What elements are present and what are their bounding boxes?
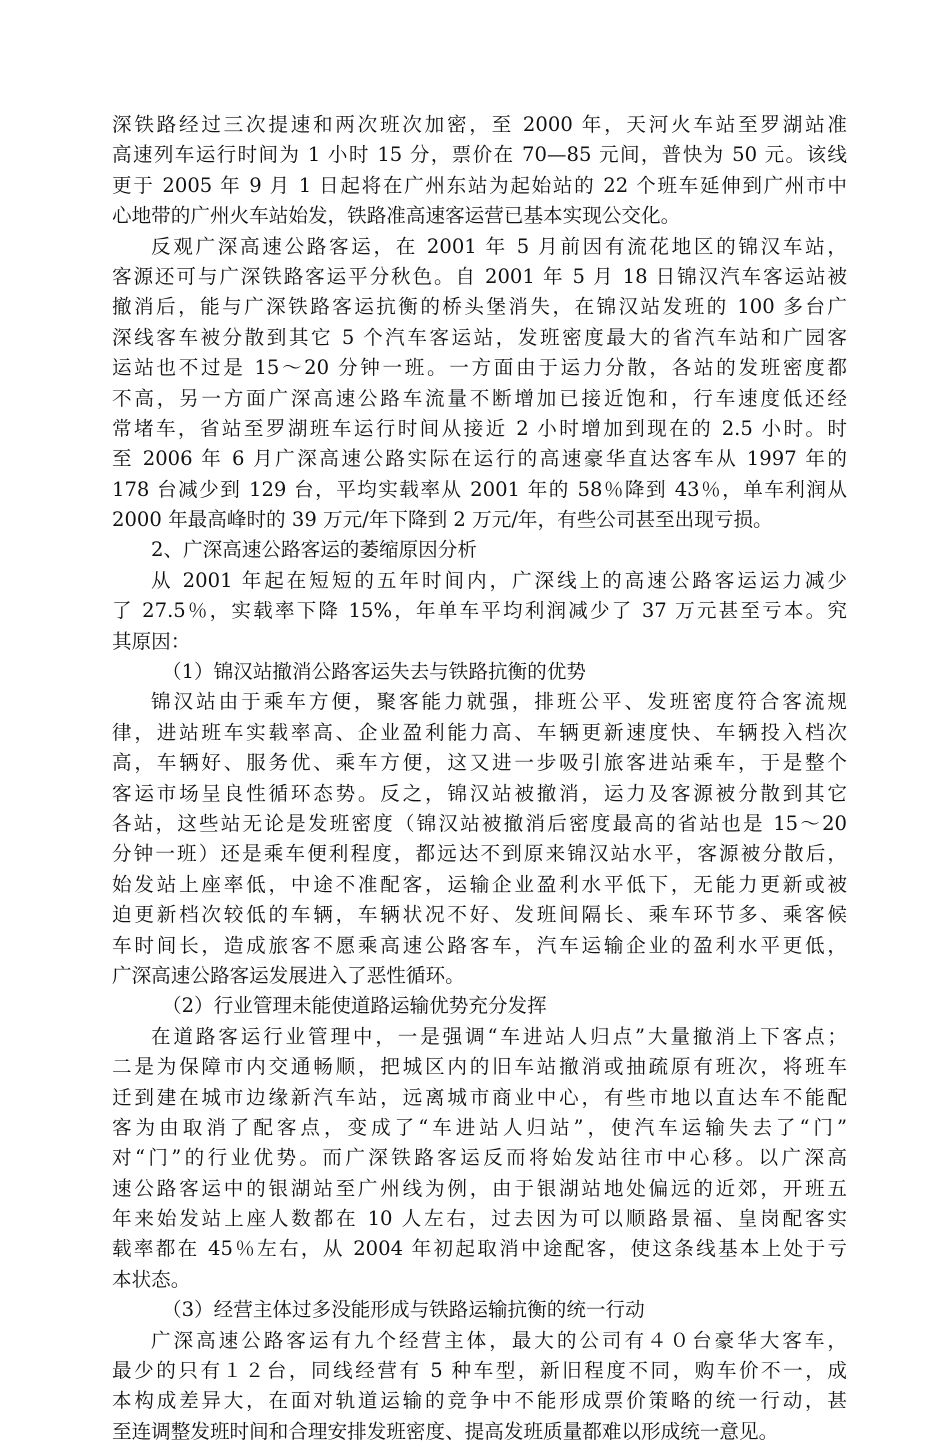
text-line: 高，车辆好、服务优、乘车方便，这又进一步吸引旅客进站乘车，于是整个 [112, 751, 847, 775]
text-line: 2000 年最高峰时的 39 万元/年下降到 2 万元/年，有些公司甚至出现亏损。 [112, 508, 773, 532]
text-line: 撤消后，能与广深铁路客运抗衡的桥头堡消失，在锦汉站发班的 100 多台广 [112, 295, 847, 319]
subsection-heading-1 [112, 657, 847, 687]
text-line: 迫更新档次较低的车辆，车辆状况不好、发班间隔长、乘车环节多、乘客候 [112, 903, 847, 927]
text-line: 最少的只有１２台，同线经营有 5 种车型，新旧程度不同，购车价不一，成 [112, 1359, 847, 1383]
text-line: 始发站上座率低，中途不准配客，运输企业盈利水平低下，无能力更新或被 [112, 872, 847, 896]
text-line: 客源还可与广深铁路客运平分秋色。自 2001 年 5 月 18 日锦汉汽车客运站被 [112, 264, 847, 288]
text-line: 速公路客运中的银湖站至广州线为例，由于银湖站地处偏远的近郊，开班五 [112, 1176, 847, 1200]
text-line: 年来始发站上座人数都在 10 人左右，过去因为可以顺路景福、皇岗配客实 [112, 1207, 847, 1231]
text-line: 锦汉站由于乘车方便，聚客能力就强，排班公平、发班密度符合客流规 [151, 690, 847, 714]
paragraph-highway-decline [112, 232, 847, 536]
text-line: 在道路客运行业管理中，一是强调“车进站人归点”大量撤消上下客点； [151, 1024, 847, 1048]
subheading-text: （1）锦汉站撤消公路客运失去与铁路抗衡的优势 [162, 660, 586, 684]
text-line: 至连调整发班时间和合理安排发班密度、提高发班质量都难以形成统一意见。 [112, 1419, 779, 1443]
text-line: 分钟一班）还是乘车便利程度，都远达不到原来锦汉站水平，客源被分散后， [112, 842, 847, 866]
subheading-text: （2）行业管理未能使道路运输优势充分发挥 [162, 994, 547, 1018]
text-line: 常堵车，省站至罗湖班车运行时间从接近 2 小时增加到现在的 2.5 小时。时 [112, 416, 847, 440]
text-line: 高速列车运行时间为 1 小时 15 分，票价在 70—85 元间，普快为 50 元。该线 [112, 143, 847, 167]
text-line: 深铁路经过三次提速和两次班次加密，至 2000 年，天河火车站至罗湖站准 [112, 113, 847, 136]
text-line: 广深高速公路客运发展进入了恶性循环。 [112, 963, 465, 987]
subsection-heading-3 [112, 1295, 847, 1325]
text-line: 不高，另一方面广深高速公路车流量不断增加已接近饱和，行车速度低还经 [112, 386, 847, 410]
text-line: 深线客车被分散到其它 5 个汽车客运站，发班密度最大的省汽车站和广园客 [112, 325, 847, 349]
text-line: 客运市场呈良性循环态势。反之，锦汉站被撤消，运力及客源被分散到其它 [112, 781, 847, 805]
paragraph-summary [112, 566, 847, 657]
text-line: 运站也不过是 15～20 分钟一班。一方面由于运力分散，各站的发班密度都 [112, 356, 847, 380]
text-line: 了 27.5％，实载率下降 15%，年单车平均利润减少了 37 万元甚至亏本。究 [112, 599, 847, 623]
section-heading [112, 535, 847, 565]
text-line: 二是为保障市内交通畅顺，把城区内的旧车站撤消或抽疏原有班次，将班车 [112, 1055, 847, 1079]
paragraph-industry-management [112, 1022, 847, 1296]
text-line: 心地带的广州火车站始发，铁路准高速客运营已基本实现公交化。 [112, 204, 681, 228]
text-line: 反观广深高速公路客运，在 2001 年 5 月前因有流花地区的锦汉车站， [151, 234, 847, 258]
text-line: 从 2001 年起在短短的五年时间内，广深线上的高速公路客运运力减少 [151, 568, 847, 592]
paragraph-jinhan-station [112, 687, 847, 991]
text-line: 律，进站班车实载率高、企业盈利能力高、车辆更新速度快、车辆投入档次 [112, 720, 847, 744]
text-line: 对“门”的行业优势。而广深铁路客运反而将始发站往市中心移。以广深高 [112, 1146, 847, 1170]
text-line: 178 台减少到 129 台，平均实载率从 2001 年的 58％降到 43％，单车利润从 [112, 477, 847, 501]
text-line: 更于 2005 年 9 月 1 日起将在广州东站为起始站的 22 个班车延伸到广州市中 [112, 173, 847, 197]
text-line: 至 2006 年 6 月广深高速公路实际在运行的高速豪华直达客车从 1997 年的 [112, 447, 847, 471]
text-line: 本构成差异大，在面对轨道运输的竞争中不能形成票价策略的统一行动，甚 [112, 1389, 847, 1413]
text-line: 本状态。 [112, 1267, 191, 1291]
text-line: 各站，这些站无论是发班密度（锦汉站被撤消后密度最高的省站也是 15～20 [112, 811, 847, 835]
heading-text: 2、广深高速公路客运的萎缩原因分析 [151, 538, 477, 562]
text-line: 其原因： [112, 629, 191, 653]
text-line: 车时间长，造成旅客不愿乘高速公路客车，汽车运输企业的盈利水平更低， [112, 933, 847, 957]
text-line: 广深高速公路客运有九个经营主体，最大的公司有４０台豪华大客车， [151, 1328, 847, 1352]
subheading-text: （3）经营主体过多没能形成与铁路运输抗衡的统一行动 [162, 1298, 645, 1322]
text-line: 载率都在 45％左右，从 2004 年初起取消中途配客，使这条线基本上处于亏 [112, 1237, 847, 1261]
document-page [112, 110, 847, 1447]
paragraph-railway-speedup [112, 110, 847, 232]
text-line: 客为由取消了配客点，变成了“车进站人归站”，使汽车运输失去了“门” [112, 1115, 847, 1139]
subsection-heading-2 [112, 991, 847, 1021]
text-line: 迁到建在城市边缘新汽车站，远离城市商业中心，有些市地以直达车不能配 [112, 1085, 847, 1109]
